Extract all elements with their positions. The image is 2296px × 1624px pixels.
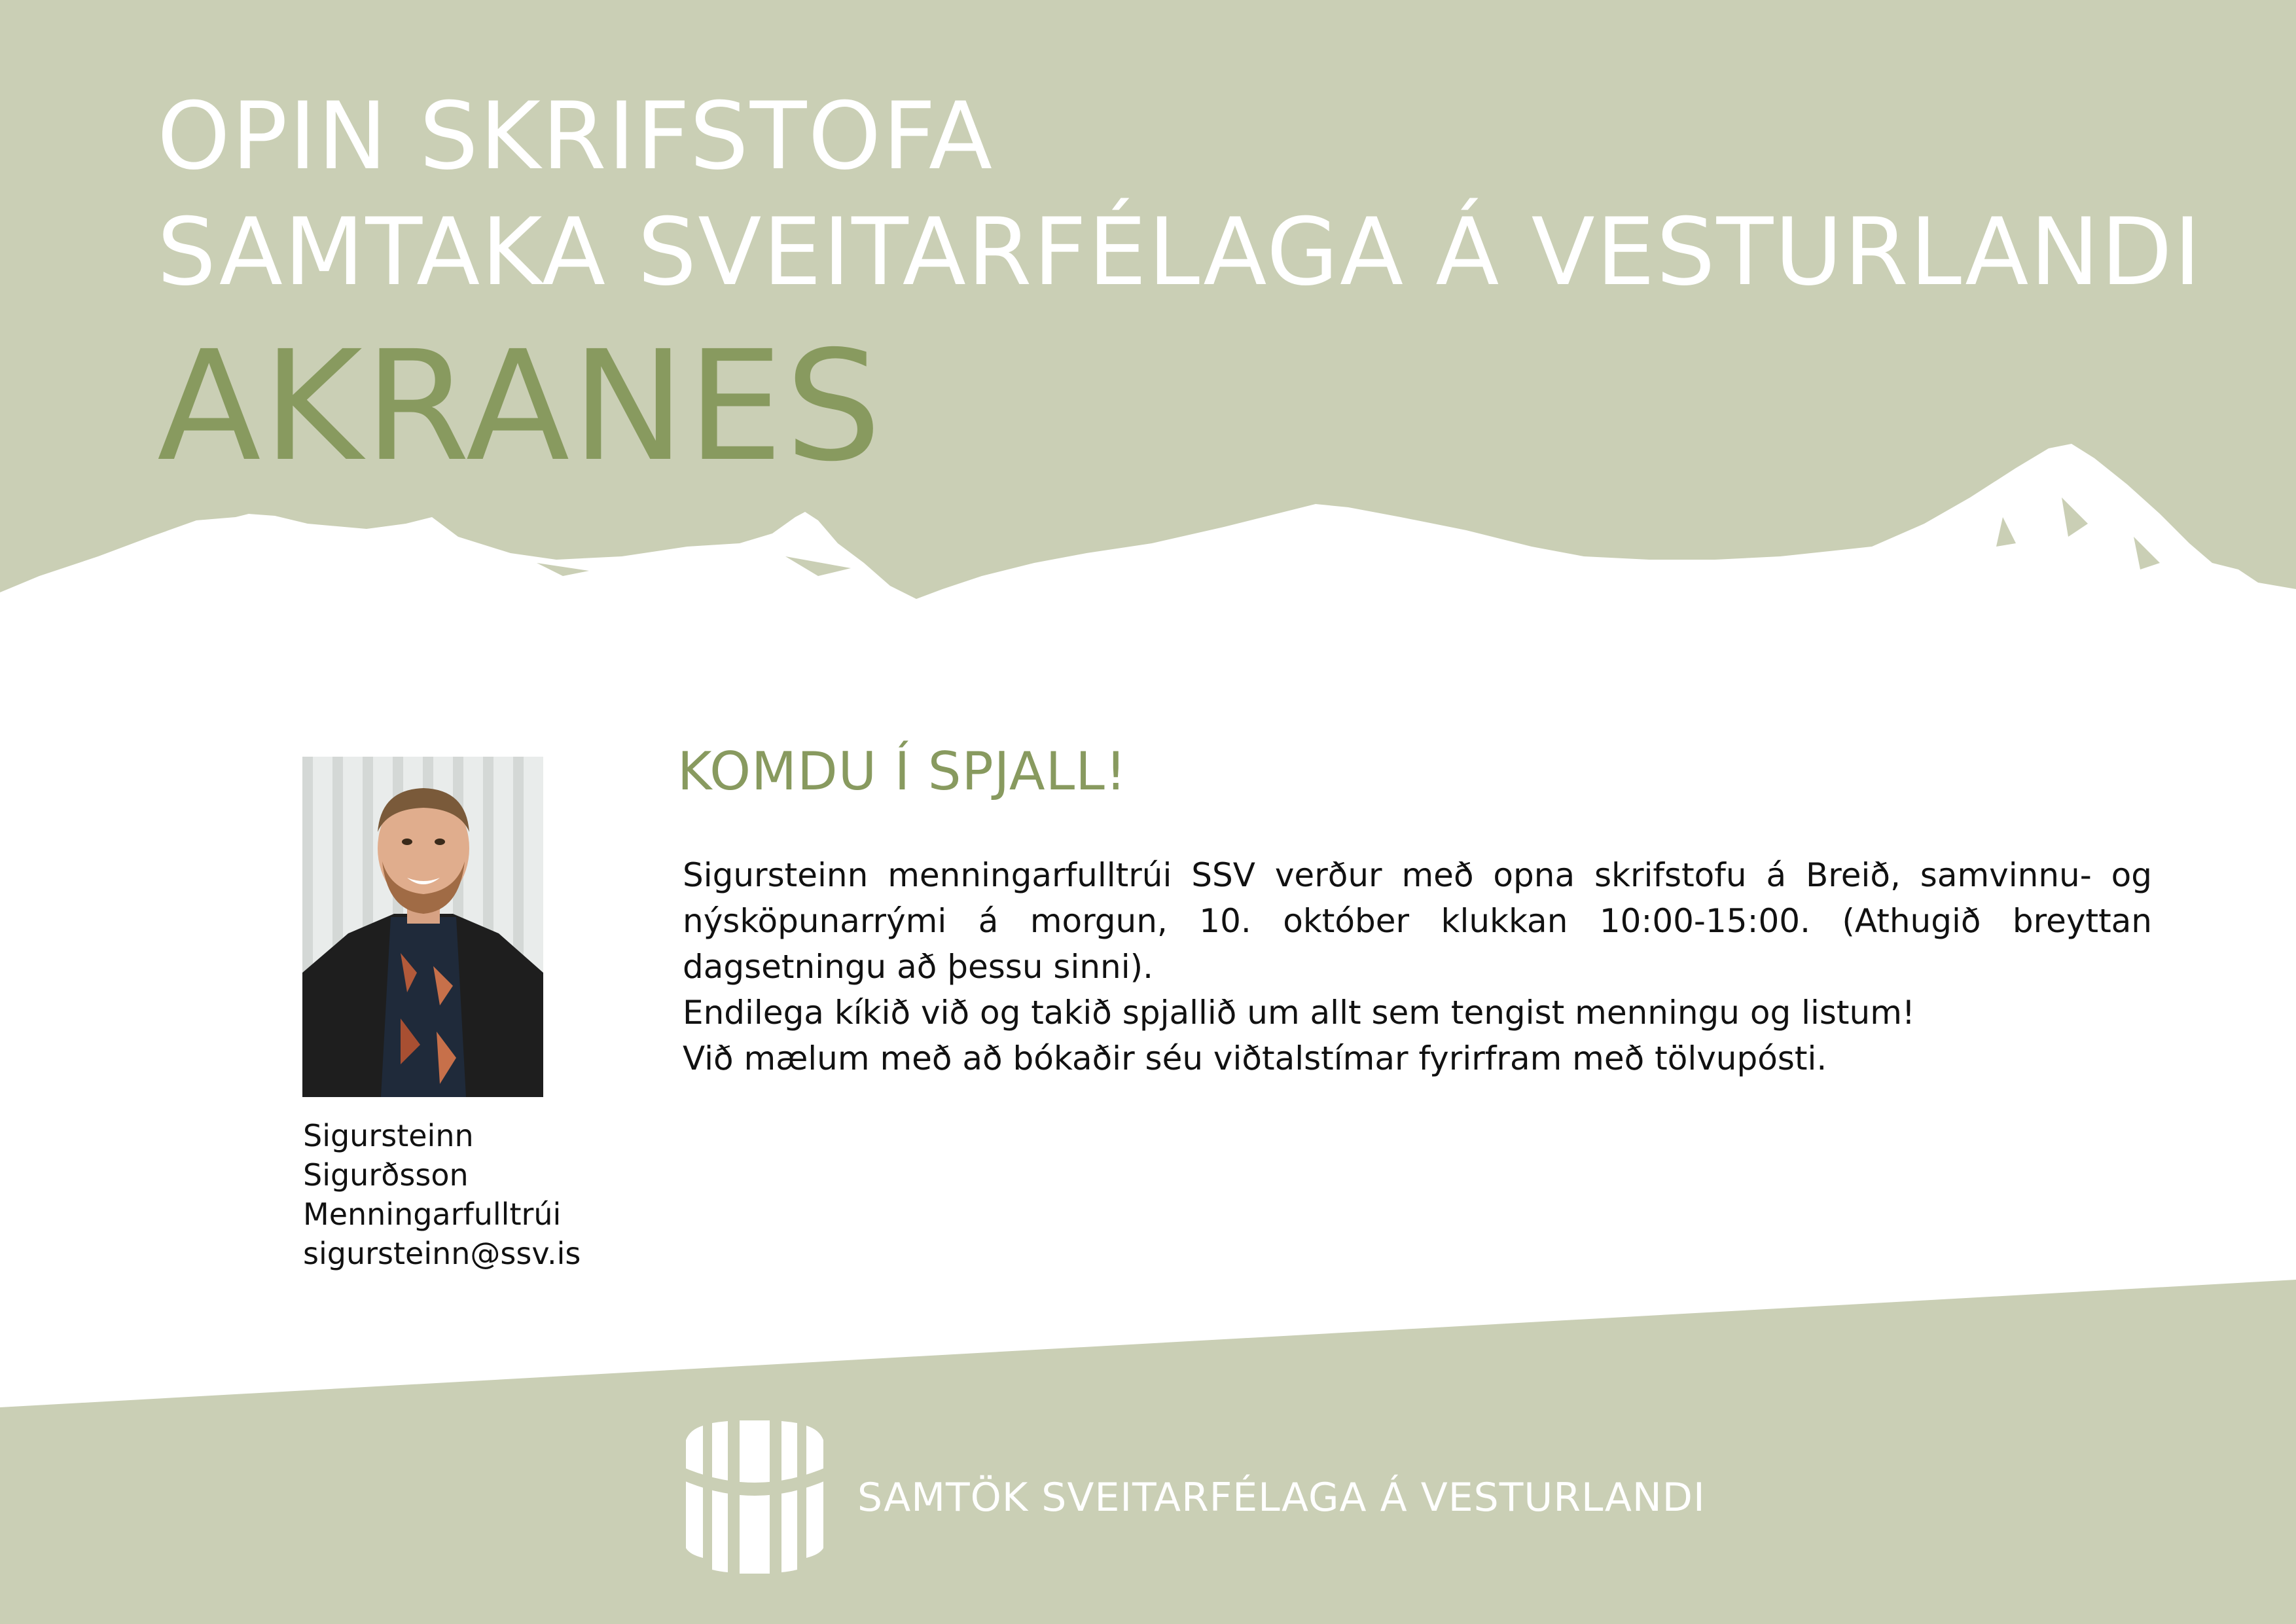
paragraph-invitation: Endilega kíkið við og takið spjallið um allt sem tengist menningu og listum! <box>683 994 1915 1032</box>
ssv-cylinder-logo-icon <box>681 1420 829 1574</box>
portrait-photo <box>302 757 543 1097</box>
contact-email[interactable]: sigursteinn@ssv.is <box>303 1236 581 1271</box>
footer-band <box>0 1280 2296 1624</box>
paragraph-announcement: Sigursteinn menningarfulltrúi SSV verður með opna skrifstofu á Breið, samvinnu- og nýsköpunarrými á morgun, 10. október klukkan 10:00-15:00. (Athugið breyttan dagsetningu að þessu sinni). <box>683 856 2152 986</box>
paragraph-booking: Við mælum með að bókaðir séu viðtalstímar fyrirfram með tölvupósti. <box>683 1039 1827 1077</box>
contact-last-name: Sigurðsson <box>303 1157 469 1193</box>
contact-first-name: Sigursteinn <box>303 1118 474 1153</box>
section-heading: KOMDU Í SPJALL! <box>677 741 1127 802</box>
contact-card <box>303 1116 581 1273</box>
header-title-line-2: SAMTAKA SVEITARFÉLAGA Á VESTURLANDI <box>157 198 2202 306</box>
location-title: AKRANES <box>157 318 884 495</box>
organization-name: SAMTÖK SVEITARFÉLAGA Á VESTURLANDI <box>857 1475 1706 1521</box>
contact-role: Menningarfulltrúi <box>303 1197 562 1232</box>
header-title-line-1: OPIN SKRIFSTOFA <box>157 82 994 190</box>
body-text <box>683 852 2152 1081</box>
